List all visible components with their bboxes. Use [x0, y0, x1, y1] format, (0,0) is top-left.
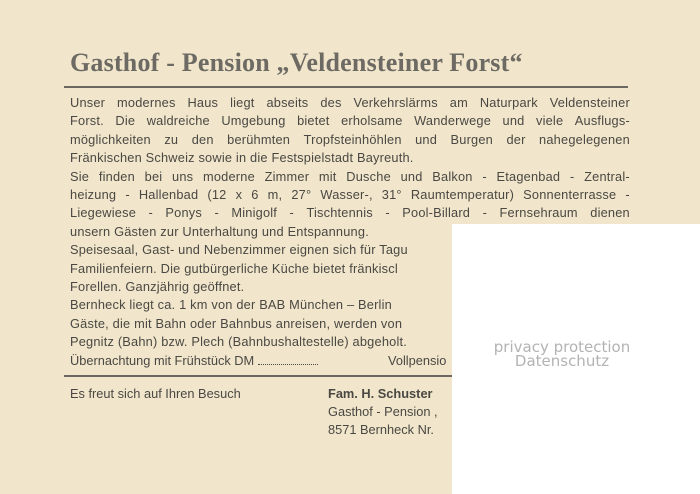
word: Balkon — [432, 168, 473, 184]
word: - — [148, 205, 153, 221]
word: 27° — [291, 186, 312, 202]
word: Sie — [70, 168, 90, 184]
signature-name: Fam. H. Schuster — [328, 386, 433, 401]
word: dienen — [590, 205, 630, 221]
word: Die — [115, 113, 136, 129]
word: erholsame — [341, 113, 403, 129]
overnight-price — [70, 353, 318, 368]
word: heizung — [70, 186, 117, 202]
text-line: Familienfeiern. Die gutbürgerliche Küche bietet fränkiscl — [70, 260, 398, 276]
greeting: Es freut sich auf Ihren Besuch — [70, 386, 241, 401]
text-line — [70, 94, 630, 112]
text-line: Speisesaal, Gast- und Nebenzimmer eignen sich für Tagu — [70, 242, 408, 258]
word: viele — [535, 113, 564, 129]
word: Unser — [70, 95, 106, 110]
word: Zentral- — [584, 168, 630, 184]
word: Hallenbad — [138, 186, 199, 202]
word: Zimmer — [264, 168, 310, 184]
text-line: Gäste, die mit Bahn oder Bahnbus anreisen, werden von — [70, 315, 403, 331]
word: waldreiche — [146, 113, 210, 129]
word: mit — [318, 168, 337, 184]
word: Ausflugs- — [574, 113, 630, 129]
text-line — [70, 186, 630, 204]
signature-business: Gasthof - Pension , — [328, 404, 438, 419]
overnight-label: Übernachtung mit Frühstück DM — [70, 353, 255, 368]
word: möglichkeiten — [70, 131, 151, 147]
text-line: unsern Gästen zur Unterhaltung und Entspannung. — [70, 223, 369, 239]
word: Sonnenterrasse — [523, 186, 617, 202]
word: Fernsehraum — [499, 205, 578, 221]
title-rule — [64, 86, 628, 88]
text-line — [70, 204, 630, 222]
word: Tischtennis — [306, 205, 373, 221]
word: m, — [267, 186, 283, 202]
word: nahegelegenen — [539, 131, 630, 147]
word: Burgen — [450, 131, 493, 147]
word: Naturpark — [479, 95, 538, 110]
word: Etagenbad — [496, 168, 561, 184]
privacy-text-de: Datenschutz — [514, 352, 610, 370]
text-line: Pegnitz (Bahn) bzw. Plech (Bahnbushaltestelle) abgeholt. — [70, 334, 408, 350]
footer-rule — [64, 375, 464, 377]
text-line — [70, 131, 630, 149]
word: - — [289, 205, 294, 221]
word: Wanderwege — [414, 113, 492, 129]
word: - — [482, 168, 487, 184]
word: Dusche — [346, 168, 391, 184]
word: abseits — [266, 95, 309, 110]
text-line — [70, 112, 630, 130]
word: und — [502, 113, 525, 129]
fullboard-label: Vollpensio — [388, 353, 447, 368]
word: am — [449, 95, 468, 110]
word: - — [569, 168, 575, 184]
word: 6 — [251, 186, 259, 202]
word: Ponys — [165, 205, 202, 221]
word: 31° — [381, 186, 402, 202]
page-title: Gasthof - Pension „Veldensteiner Forst“ — [70, 48, 523, 77]
price-dots — [258, 354, 318, 365]
word: - — [214, 205, 219, 221]
word: und — [400, 168, 423, 184]
text-line: Fränkischen Schweiz sowie in die Festspielstadt Bayreuth. — [70, 150, 414, 166]
word: Haus — [187, 95, 219, 110]
word: Forst. — [70, 113, 104, 129]
word: moderne — [202, 168, 255, 184]
word: Veldensteiner — [549, 95, 630, 110]
word: bietet — [297, 113, 330, 129]
word: zu — [164, 131, 179, 147]
word: uns — [172, 168, 194, 184]
word: (12 — [207, 186, 227, 202]
signature-address: 8571 Bernheck Nr. — [328, 422, 434, 437]
word: berühmten — [227, 131, 291, 147]
word: modernes — [117, 95, 176, 110]
word: Umgebung — [221, 113, 286, 129]
word: Liegewiese — [70, 205, 137, 221]
word: bei — [144, 168, 163, 184]
word: - — [385, 205, 390, 221]
word: finden — [98, 168, 135, 184]
word: des — [320, 95, 342, 110]
word: - — [625, 186, 630, 202]
word: Tropfsteinhöhlen — [303, 131, 402, 147]
word: Pool-Billard — [402, 205, 471, 221]
privacy-text: privacy protection — [493, 338, 631, 356]
privacy-overlay — [452, 224, 700, 494]
word: Raumtemperatur) — [410, 186, 515, 202]
word: liegt — [230, 95, 255, 110]
text-line: Bernheck liegt ca. 1 km von der BAB München – Berlin — [70, 297, 392, 313]
word: Verkehrslärms — [353, 95, 438, 110]
word: x — [235, 186, 243, 202]
text-line — [70, 168, 630, 186]
text-line: Forellen. Ganzjährig geöffnet. — [70, 278, 245, 294]
word: Minigolf — [231, 205, 278, 221]
word: den — [191, 131, 214, 147]
word: - — [125, 186, 130, 202]
word: - — [482, 205, 488, 221]
word: der — [506, 131, 526, 147]
word: Wasser-, — [320, 186, 373, 202]
word: und — [415, 131, 438, 147]
